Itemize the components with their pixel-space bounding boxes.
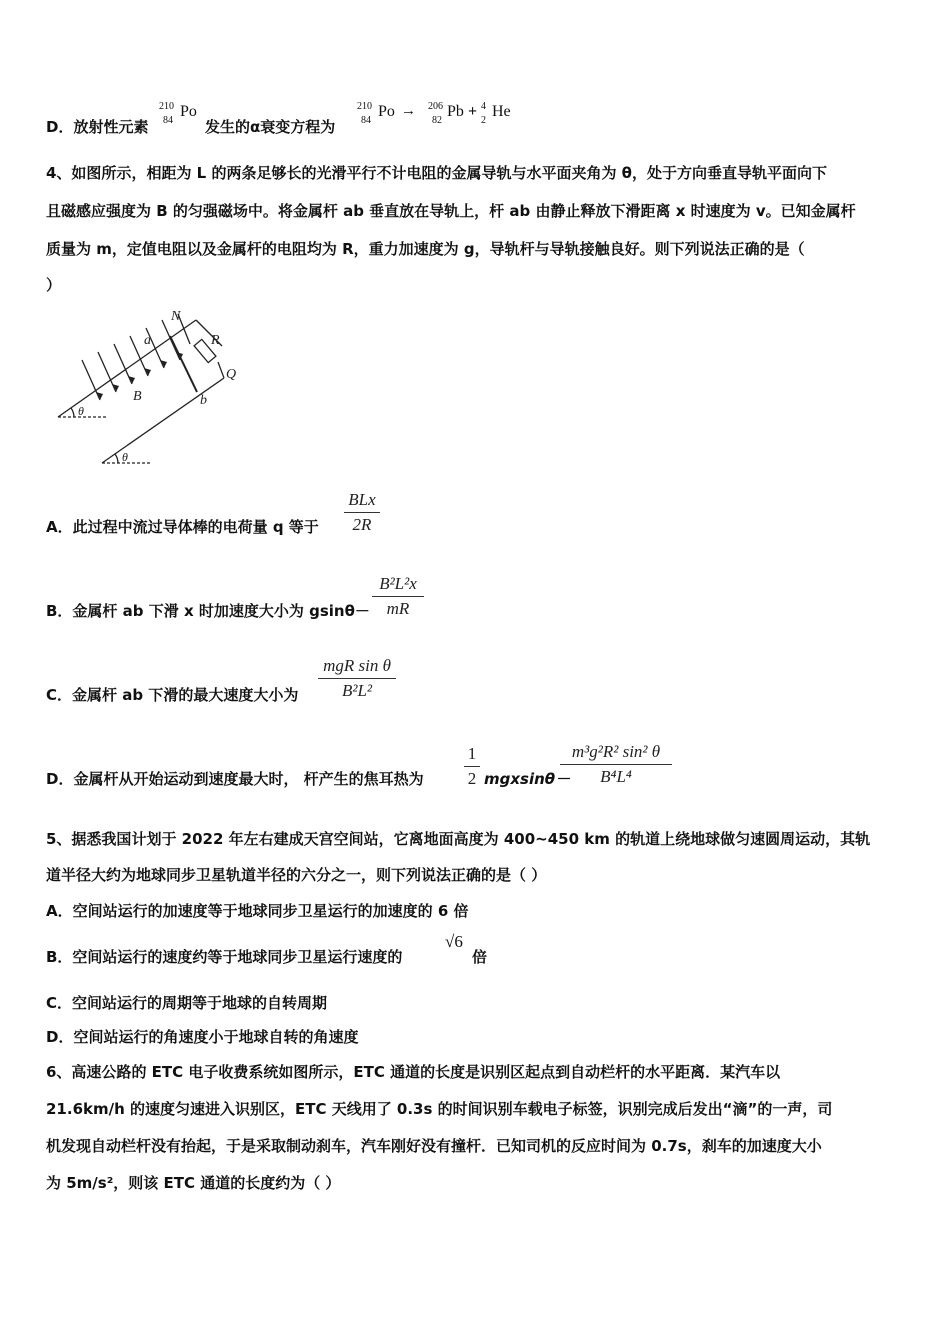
connector-wire-bottom	[218, 362, 224, 378]
fraction-bar	[318, 678, 396, 679]
fraction-bar	[372, 596, 424, 597]
mass-number: 4	[481, 101, 486, 112]
q5-option-b-post: 倍	[472, 948, 488, 966]
mass-number: 210	[159, 101, 174, 112]
label-theta-upper: θ	[78, 404, 84, 418]
label-B: B	[133, 389, 142, 404]
plus-sign: +	[468, 103, 478, 120]
q4-stem-line-2: 且磁感应强度为 B 的匀强磁场中。将金属杆 ab 垂直放在导轨上，杆 ab 由静止释放下滑距离 x 时速度为 v。已知金属杆	[46, 202, 856, 220]
fraction-bar	[560, 764, 672, 765]
q5-option-d: D．空间站运行的角速度小于地球自转的角速度	[46, 1028, 359, 1046]
denominator: 2R	[352, 515, 372, 534]
label-R: R	[211, 333, 220, 348]
rod-ab	[170, 336, 197, 392]
angle-arc	[115, 454, 118, 463]
label-N: N	[171, 309, 181, 324]
rail-lower	[102, 378, 224, 463]
atomic-number: 82	[432, 115, 442, 126]
q4-stem-line-1: 4、如图所示，相距为 L 的两条足够长的光滑平行不计电阻的金属导轨与水平面夹角为 θ，处于方向垂直导轨平面向下	[46, 164, 827, 182]
label-b: b	[200, 393, 207, 408]
arrow-head	[96, 392, 103, 400]
atomic-number: 84	[163, 115, 173, 126]
numerator: BLx	[348, 490, 376, 509]
q4-option-d-text: D．金属杆从开始运动到速度最大时， 杆产生的焦耳热为	[46, 770, 424, 788]
mass-number: 210	[357, 101, 372, 112]
q5-option-a: A．空间站运行的加速度等于地球同步卫星运行的加速度的 6 倍	[46, 902, 469, 920]
q5-option-b-pre: B．空间站运行的速度约等于地球同步卫星运行速度的	[46, 948, 403, 966]
fraction-b	[372, 574, 424, 619]
fraction-d	[560, 742, 672, 787]
q6-stem-line-4: 为 5m/s²，则该 ETC 通道的长度约为（ ）	[46, 1174, 341, 1192]
denominator: B⁴L⁴	[600, 767, 632, 786]
q3-option-d-label: D．放射性元素	[46, 118, 149, 136]
denominator: B²L²	[341, 681, 373, 700]
fraction-bar	[344, 512, 380, 513]
fraction-c	[318, 656, 396, 701]
arrow-head	[128, 376, 135, 384]
arrow-head	[112, 384, 119, 392]
atomic-number: 2	[481, 115, 486, 126]
q4-option-b-text: B．金属杆 ab 下滑 x 时加速度大小为 gsinθ－	[46, 602, 370, 620]
denominator: mR	[386, 599, 410, 618]
q4-option-d-mid: mgxsinθ－	[484, 770, 571, 788]
label-theta-lower: θ	[122, 450, 128, 464]
numerator: m³g²R² sin² θ	[571, 742, 661, 761]
element-symbol: Pb	[447, 103, 464, 120]
arrow-head	[144, 368, 151, 376]
rail-upper	[58, 320, 196, 417]
fraction-bar	[464, 766, 480, 767]
sqrt-six: √6	[445, 932, 463, 951]
q5-option-c: C．空间站运行的周期等于地球的自转周期	[46, 994, 328, 1012]
label-Q: Q	[226, 367, 237, 382]
q4-stem-line-3: 质量为 m，定值电阻以及金属杆的电阻均为 R，重力加速度为 g，导轨杆与导轨接触良好。则下列说法正确的是（	[46, 240, 805, 258]
q5-stem-line-1: 5、据悉我国计划于 2022 年左右建成天宫空间站，它离地面高度为 400~450 km 的轨道上绕地球做匀速圆周运动，其轨	[46, 830, 871, 848]
arrow: →	[401, 103, 416, 119]
mass-number: 206	[428, 101, 443, 112]
q6-stem-line-3: 机发现自动栏杆没有抬起，于是采取制动刹车，汽车刚好没有撞杆．已知司机的反应时间为 0.7s，刹车的加速度大小	[46, 1137, 822, 1155]
atomic-number: 84	[361, 115, 371, 126]
denominator: 2	[467, 769, 477, 788]
fraction-half	[464, 744, 480, 789]
inclined-rails-figure	[40, 300, 260, 475]
numerator: mgR sin θ	[323, 656, 391, 675]
angle-arc	[71, 408, 74, 417]
label-a: a	[144, 333, 151, 348]
element-symbol: Po	[378, 103, 395, 120]
fraction-a	[344, 490, 380, 535]
q4-stem-line-4: ）	[46, 276, 62, 294]
q6-stem-line-1: 6、高速公路的 ETC 电子收费系统如图所示，ETC 通道的长度是识别区起点到自动栏杆的水平距离．某汽车以	[46, 1063, 781, 1081]
alpha-decay-equation	[357, 101, 527, 131]
q3-option-d-mid: 发生的α衰变方程为	[205, 118, 336, 136]
q4-option-a-text: A．此过程中流过导体棒的电荷量 q 等于	[46, 518, 319, 536]
q4-option-c-text: C．金属杆 ab 下滑的最大速度大小为	[46, 686, 299, 704]
element-symbol: Po	[180, 103, 197, 120]
element-symbol: He	[492, 103, 511, 120]
arrow-head	[160, 360, 167, 368]
q5-stem-line-2: 道半径大约为地球同步卫星轨道半径的六分之一，则下列说法正确的是（ ）	[46, 866, 547, 884]
numerator: B²L²x	[379, 574, 417, 593]
q6-stem-line-2: 21.6km/h 的速度匀速进入识别区，ETC 天线用了 0.3s 的时间识别车载电子标签，识别完成后发出“滴”的一声，司	[46, 1100, 833, 1118]
numerator: 1	[467, 744, 477, 763]
